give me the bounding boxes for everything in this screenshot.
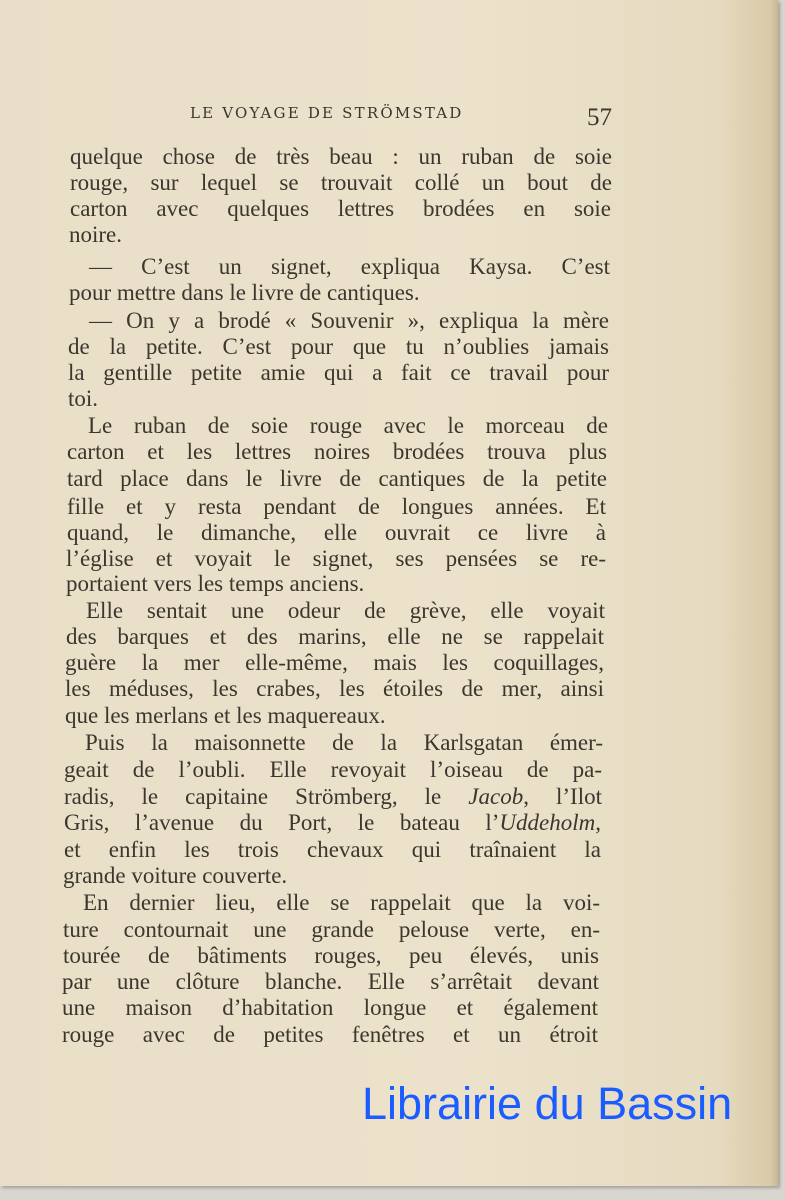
- italic-title: Uddeholm: [499, 810, 596, 835]
- text-line: et enfin les trois chevaux qui traînaient la: [64, 837, 601, 862]
- text-line: les méduses, les crabes, les étoiles de mer, ainsi: [65, 676, 604, 701]
- text-segment: radis, le capitaine Strömberg, le: [64, 784, 469, 809]
- text-line: de la petite. C’est pour que tu n’oublies jamais: [68, 334, 609, 359]
- text-line: fille et y resta pendant de longues années. Et: [67, 494, 606, 519]
- page-number: 57: [587, 104, 612, 131]
- watermark: Librairie du Bassin: [362, 1078, 733, 1129]
- text-line: une maison d’habitation longue et également: [62, 995, 598, 1020]
- text-line: quand, le dimanche, elle ouvrait ce livre à: [67, 520, 606, 545]
- text-line: tourée de bâtiments rouges, peu élevés, unis: [63, 943, 599, 968]
- text-line: En dernier lieu, elle se rappelait que la voi-: [83, 890, 600, 915]
- text-line: grande voiture couverte.: [63, 863, 288, 888]
- text-segment: ,: [595, 810, 601, 835]
- text-line: rouge avec de petites fenêtres et un étroit: [62, 1022, 598, 1047]
- text-line: [64, 811, 601, 835]
- text-line: toi.: [68, 386, 99, 411]
- text-line: l’église et voyait le signet, ses pensées se re-: [66, 546, 606, 571]
- text-line: rouge, sur lequel se trouvait collé un bout de: [70, 170, 612, 195]
- italic-title: Jacob: [468, 784, 524, 809]
- running-title: LE VOYAGE DE STRÖMSTAD: [190, 104, 464, 122]
- text-line: [64, 785, 602, 809]
- text-line: Elle sentait une odeur de grève, elle voyait: [86, 598, 605, 623]
- text-line: ture contournait une grande pelouse verte, en-: [63, 917, 600, 942]
- text-line: — On y a brodé « Souvenir », expliqua la mère: [89, 308, 609, 333]
- text-line: guère la mer elle-même, mais les coquillages,: [65, 650, 604, 675]
- text-line: par une clôture blanche. Elle s’arrêtait devant: [62, 969, 599, 994]
- text-line: que les merlans et les maquereaux.: [65, 703, 386, 728]
- text-line: Puis la maisonnette de la Karlsgatan émer-: [85, 730, 603, 755]
- text-line: geait de l’oubli. Elle revoyait l’oiseau de pa-: [64, 757, 602, 782]
- text-line: tard place dans le livre de cantiques de la petite: [67, 466, 607, 491]
- text-line: portaient vers les temps anciens.: [66, 571, 365, 596]
- text-line: quelque chose de très beau : un ruban de soie: [70, 144, 612, 169]
- text-line: la gentille petite amie qui a fait ce travail pour: [68, 360, 609, 385]
- text-line: carton avec quelques lettres brodées en soie: [70, 196, 611, 221]
- text-line: — C’est un signet, expliqua Kaysa. C’est: [89, 254, 610, 279]
- text-segment: , l’Ilot: [523, 784, 602, 809]
- text-line: carton et les lettres noires brodées trouva plus: [67, 439, 607, 464]
- text-line: des barques et des marins, elle ne se rappelait: [66, 624, 604, 649]
- text-segment: Gris, l’avenue du Port, le bateau l’: [64, 810, 500, 835]
- text-line: Le ruban de soie rouge avec le morceau de: [88, 413, 608, 438]
- text-line: noire.: [69, 222, 123, 247]
- text-line: pour mettre dans le livre de cantiques.: [69, 280, 420, 305]
